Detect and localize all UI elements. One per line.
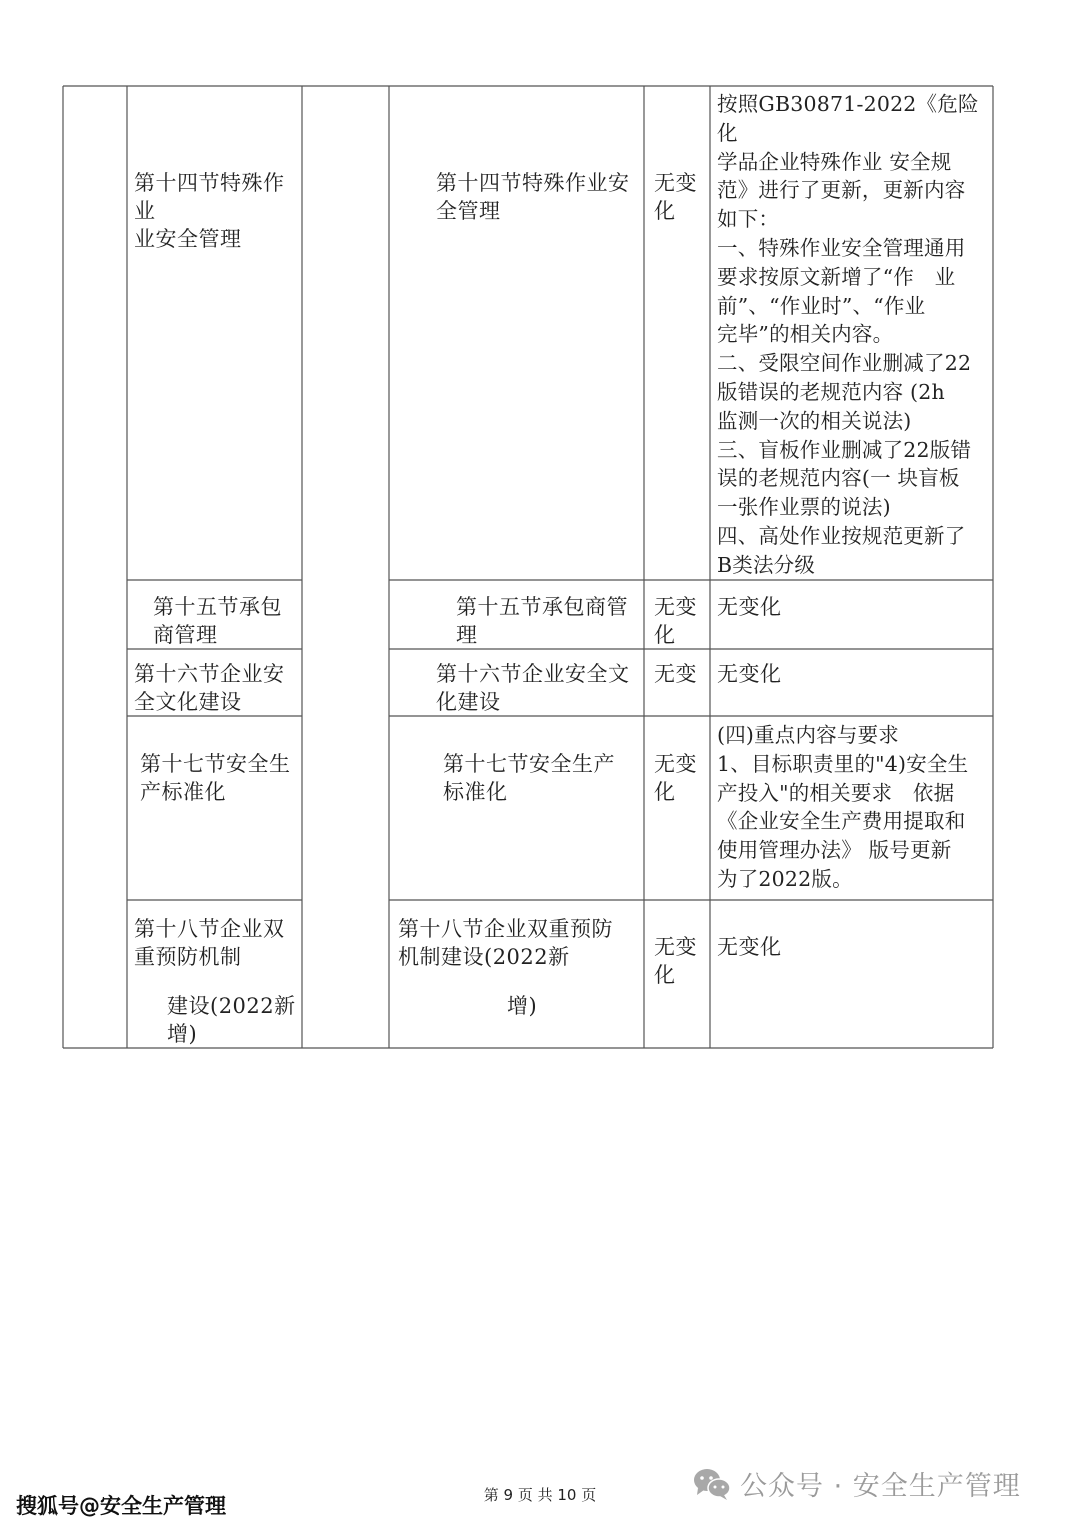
change-notes-cell: (四)重点内容与要求 1、目标职责里的"4)安全生 产投入"的相关要求 依据 《企业安全生产费用提取和 使用管理办法》 版号更新 为了2022版。 bbox=[717, 723, 969, 891]
old-section-cell: 第十四节特殊作业 业安全管理 bbox=[134, 171, 285, 251]
old-section-cell: 第十五节承包 商管理 bbox=[153, 595, 282, 647]
old-section-cell: 第十六节企业安 全文化建设 bbox=[134, 662, 285, 714]
wechat-watermark bbox=[692, 1464, 1021, 1503]
status-cell: 无变 化 bbox=[654, 595, 697, 647]
status-cell: 无变 bbox=[654, 662, 697, 686]
change-notes-cell: 无变化 bbox=[717, 662, 782, 686]
sohu-watermark: 搜狐号@安全生产管理 bbox=[16, 1494, 226, 1518]
old-section-cell: 第十七节安全生 产标准化 bbox=[140, 752, 291, 804]
change-notes-cell: 无变化 bbox=[717, 595, 782, 619]
wechat-watermark-text: 公众号 · 安全生产管理 bbox=[740, 1471, 1021, 1502]
status-cell: 无变 化 bbox=[654, 935, 697, 987]
change-notes-cell: 无变化 bbox=[717, 935, 782, 959]
wechat-icon bbox=[692, 1467, 732, 1501]
new-section-cell: 第十五节承包商管 理 bbox=[456, 595, 628, 647]
new-section-cell: 第十四节特殊作业安 全管理 bbox=[436, 171, 630, 223]
old-section-cell-continued: 建设(2022新 增) bbox=[167, 994, 296, 1046]
new-section-cell: 第十六节企业安全文 化建设 bbox=[436, 662, 630, 714]
new-section-cell-continued: 增) bbox=[507, 994, 538, 1018]
page-number: 第 9 页 共 10 页 bbox=[483, 1486, 597, 1504]
old-section-cell: 第十八节企业双 重预防机制 bbox=[134, 917, 285, 969]
status-cell: 无变 化 bbox=[654, 752, 697, 804]
new-section-cell: 第十八节企业双重预防 机制建设(2022新 bbox=[398, 917, 613, 969]
change-notes-cell: 按照GB30871-2022《危险化 学品企业特殊作业 安全规 范》进行了更新，更新内容 如下： 一、特殊作业安全管理通用 要求按原文新增了“作 业 前”、“作业时”、“作业 完毕”的相关内容。 二、受限空间作业删减了22 版错误的老规范内容 (2h 监测一次的相关说法) 三、盲板作业删减了22版错 误的老规范内容(一 块盲板 一张作业票的说法) 四、高处作业按规范更新了 B类法分级 bbox=[717, 92, 979, 577]
new-section-cell: 第十七节安全生产 标准化 bbox=[443, 752, 615, 804]
status-cell: 无变 化 bbox=[654, 171, 697, 223]
